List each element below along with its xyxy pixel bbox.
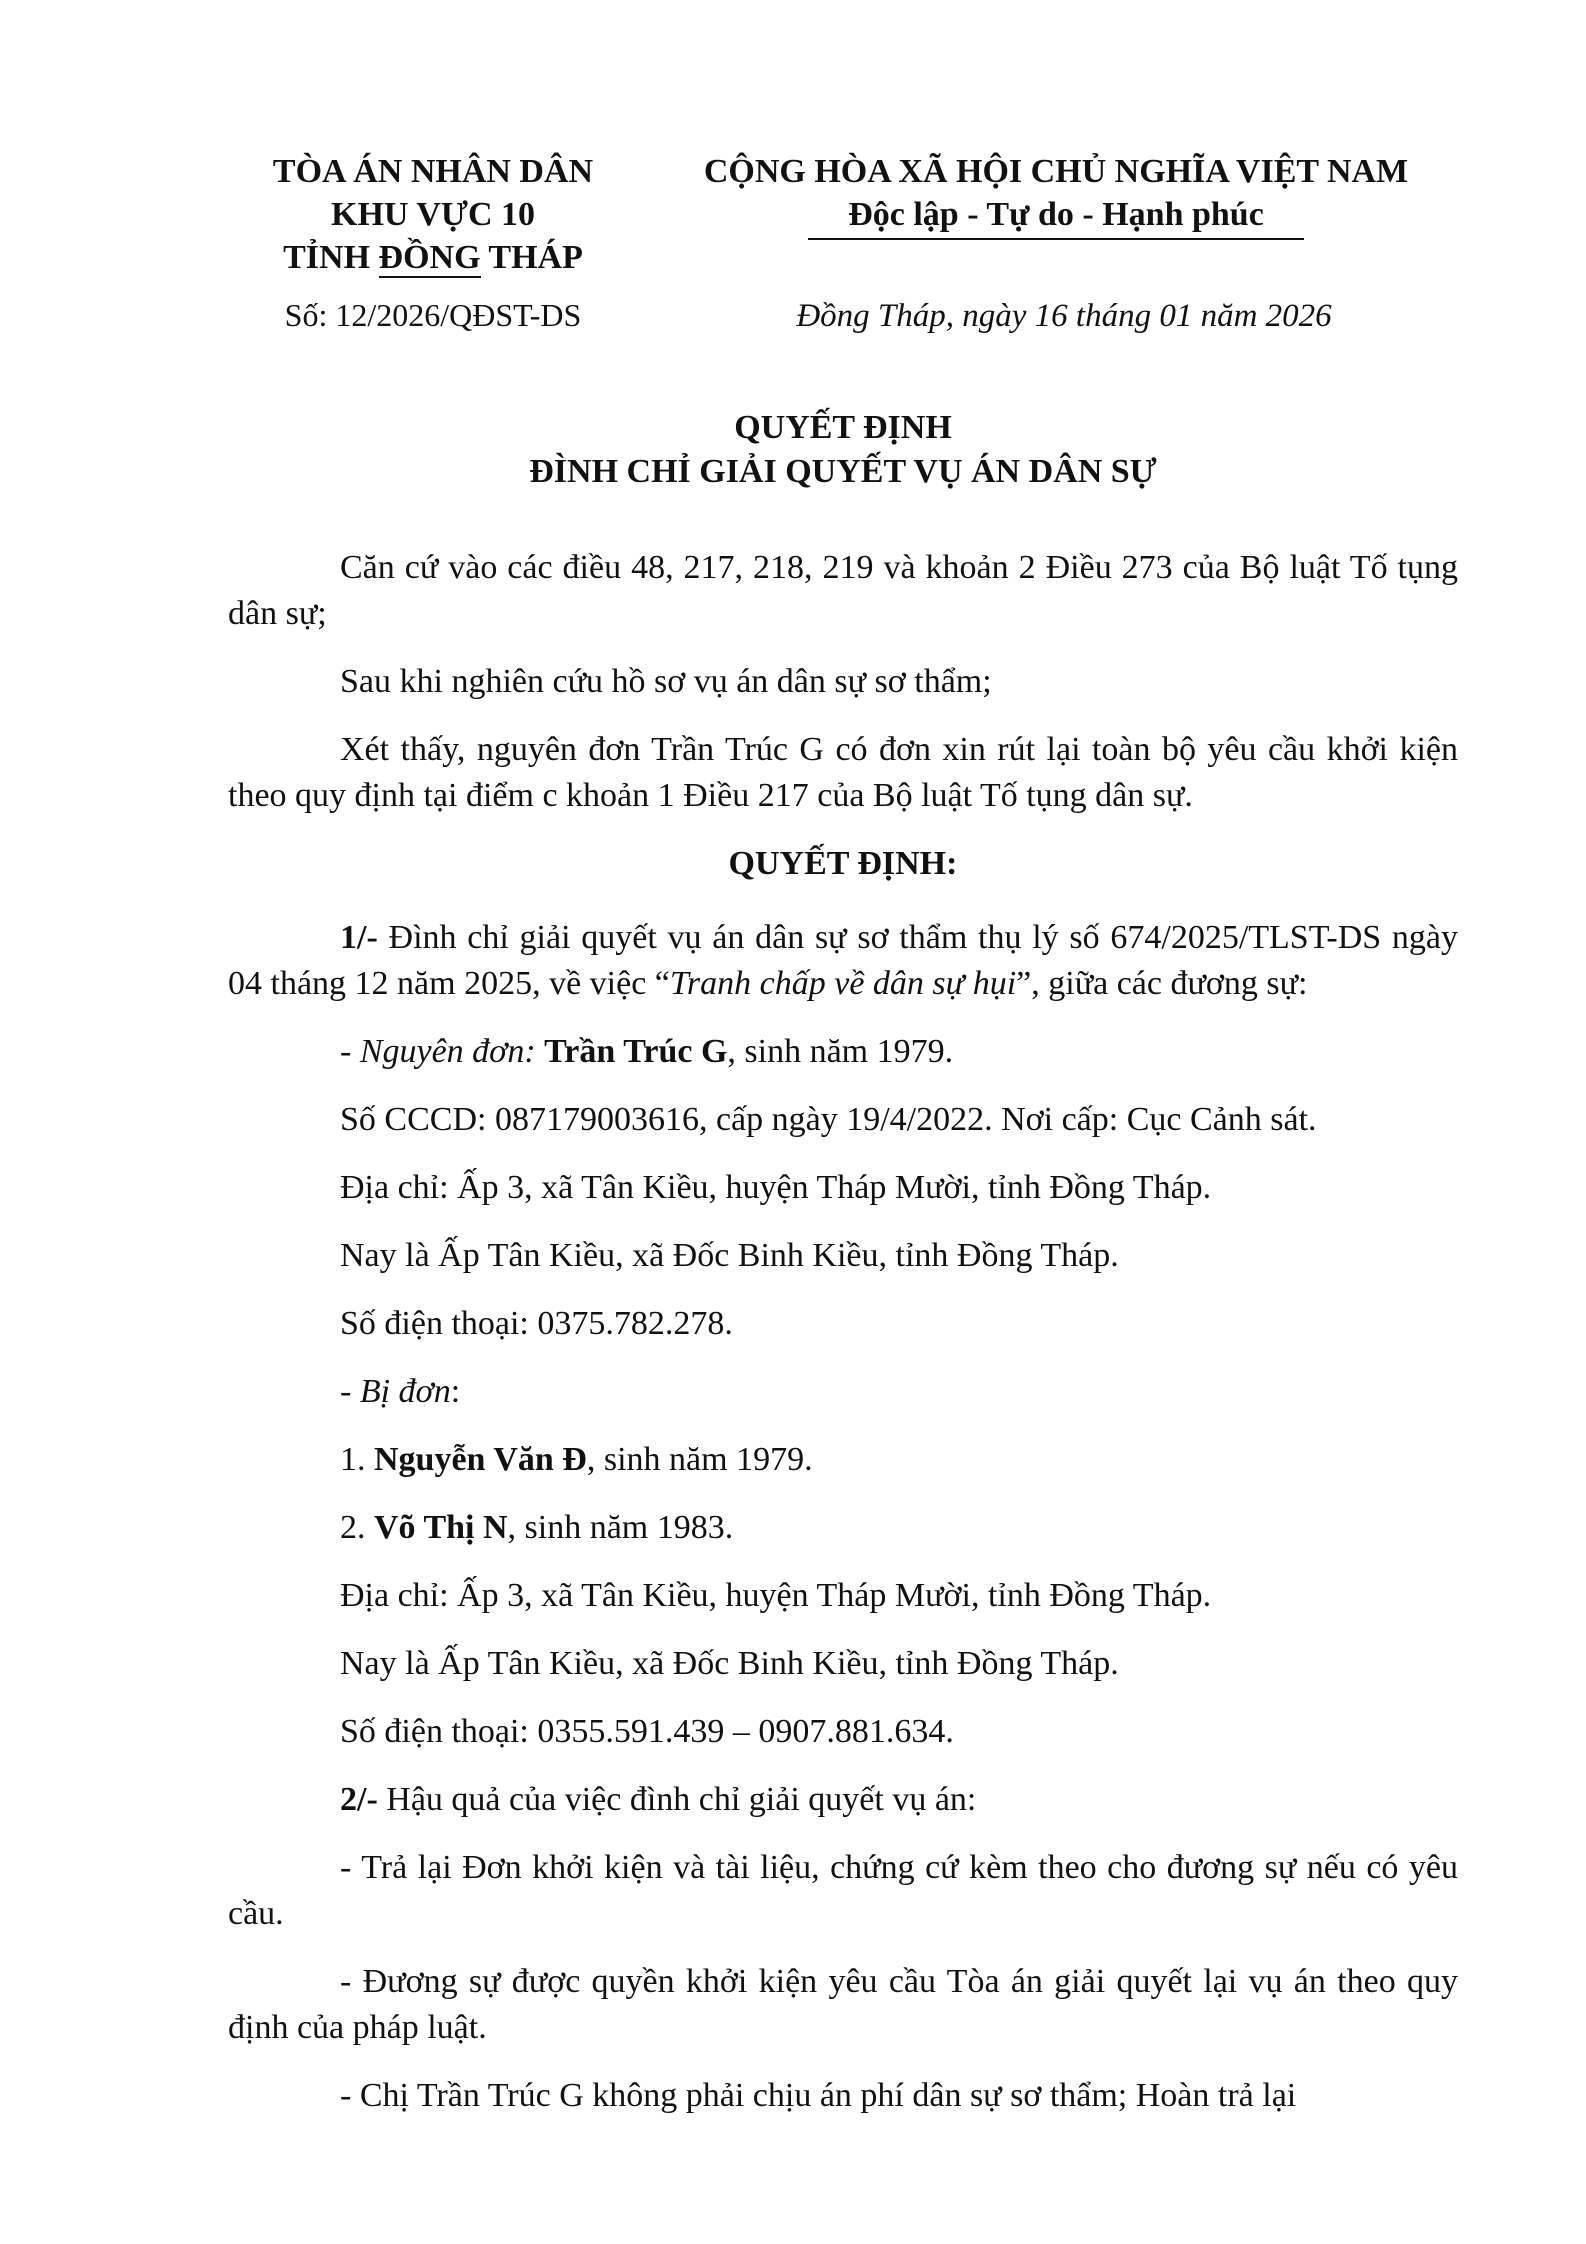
document-title <box>228 406 1458 494</box>
case-name: Tranh chấp về dân sự hụi <box>669 965 1017 1002</box>
consequence-3: - Chị Trần Trúc G không phải chịu án phí dân sự sơ thẩm; Hoàn trả lại <box>340 2077 1297 2114</box>
plaintiff-address: Địa chỉ: Ấp 3, xã Tân Kiều, huyện Tháp Mười, tỉnh Đồng Tháp. <box>340 1169 1212 1206</box>
defendant-phone: Số điện thoại: 0355.591.439 – 0907.881.634. <box>340 1713 954 1750</box>
document-body <box>228 545 1458 2141</box>
decision-heading: QUYẾT ĐỊNH: <box>728 845 958 882</box>
court-province: TỈNH ĐỒNG THÁP <box>283 239 583 276</box>
section-2-paragraph: 2/- Hậu quả của việc đình chỉ giải quyết vụ án: <box>340 1781 977 1818</box>
title-line-1: QUYẾT ĐỊNH <box>734 409 952 446</box>
plaintiff-phone: Số điện thoại: 0375.782.278. <box>340 1305 733 1342</box>
consequence-1: - Trả lại Đơn khởi kiện và tài liệu, chứng cứ kèm theo cho đương sự nếu có yêu cầu. <box>228 1849 1458 1932</box>
section-1-paragraph: 1/- Đình chỉ giải quyết vụ án dân sự sơ thẩm thụ lý số 674/2025/TLST-DS ngày 04 tháng 12 năm 2025, về việc “Tranh chấp về dân sự hụi”, giữa các đương sự: <box>228 919 1458 1002</box>
document-number: Số: 12/2026/QĐST-DS <box>284 297 582 333</box>
court-name: TÒA ÁN NHÂN DÂN <box>272 153 594 190</box>
defendant-address-new: Nay là Ấp Tân Kiều, xã Đốc Binh Kiều, tỉnh Đồng Tháp. <box>340 1645 1119 1682</box>
defendant-1-name: Nguyễn Văn Đ <box>374 1441 587 1478</box>
national-header <box>676 150 1436 240</box>
title-line-2: ĐÌNH CHỈ GIẢI QUYẾT VỤ ÁN DÂN SỰ <box>529 453 1157 490</box>
consideration-paragraph: Xét thấy, nguyên đơn Trần Trúc G có đơn xin rút lại toàn bộ yêu cầu khởi kiện theo quy định tại điểm c khoản 1 Điều 217 của Bộ luật Tố tụng dân sự. <box>228 731 1458 814</box>
national-motto: Độc lập - Tự do - Hạnh phúc <box>808 193 1304 240</box>
document-date: Đồng Tháp, ngày 16 tháng 01 năm 2026 <box>796 298 1332 334</box>
defendant-2: 2. Võ Thị N, sinh năm 1983. <box>340 1509 734 1546</box>
plaintiff-address-new: Nay là Ấp Tân Kiều, xã Đốc Binh Kiều, tỉnh Đồng Tháp. <box>340 1237 1119 1274</box>
court-area: KHU VỰC 10 <box>331 196 535 233</box>
defendant-1: 1. Nguyễn Văn Đ, sinh năm 1979. <box>340 1441 813 1478</box>
consequence-2: - Đương sự được quyền khởi kiện yêu cầu Tòa án giải quyết lại vụ án theo quy định của pháp luật. <box>228 1963 1458 2046</box>
plaintiff-name: Trần Trúc G <box>544 1033 728 1070</box>
court-header <box>228 150 638 279</box>
defendant-label-line: - Bị đơn: <box>340 1373 461 1410</box>
plaintiff-line: - Nguyên đơn: Trần Trúc G, sinh năm 1979. <box>340 1033 954 1070</box>
research-paragraph: Sau khi nghiên cứu hồ sơ vụ án dân sự sơ thẩm; <box>340 663 992 700</box>
plaintiff-id: Số CCCD: 087179003616, cấp ngày 19/4/2022. Nơi cấp: Cục Cảnh sát. <box>340 1101 1317 1138</box>
court-province-underlined: ĐỒNG <box>378 239 481 276</box>
defendant-2-name: Võ Thị N <box>374 1509 508 1546</box>
defendant-address: Địa chỉ: Ấp 3, xã Tân Kiều, huyện Tháp Mười, tỉnh Đồng Tháp. <box>340 1577 1212 1614</box>
legal-basis-paragraph: Căn cứ vào các điều 48, 217, 218, 219 và khoản 2 Điều 273 của Bộ luật Tố tụng dân sự; <box>228 549 1458 632</box>
country-name: CỘNG HÒA XÃ HỘI CHỦ NGHĨA VIỆT NAM <box>703 153 1409 190</box>
